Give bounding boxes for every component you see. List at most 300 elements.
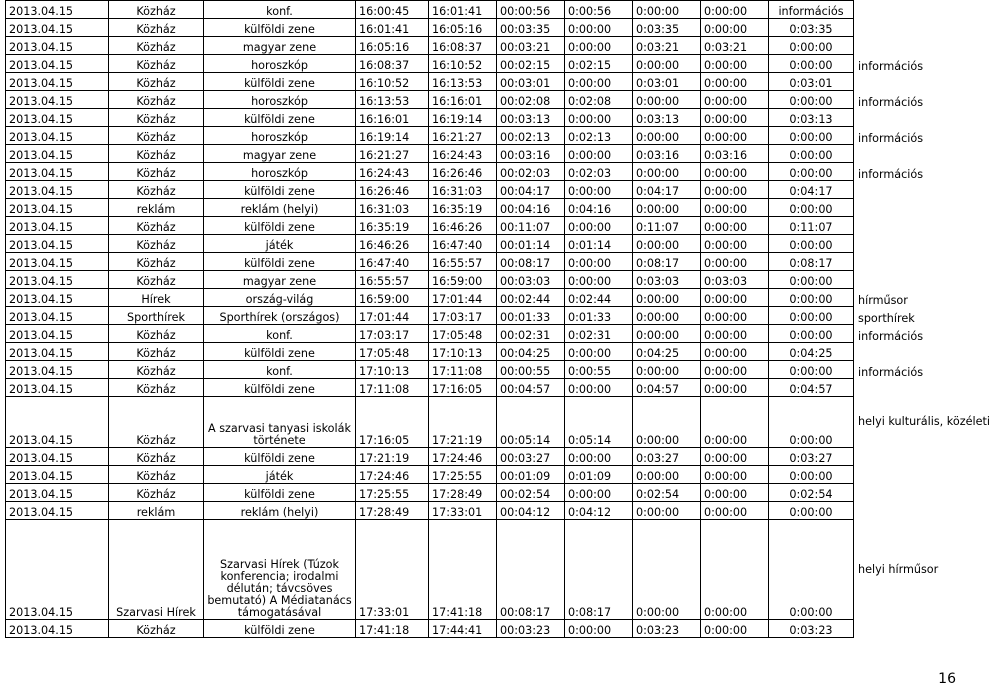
cell-duration-c: 0:00:00 bbox=[701, 199, 769, 217]
cell-duration-c: 0:00:00 bbox=[701, 361, 769, 379]
cell-end-time: 17:24:46 bbox=[429, 448, 497, 466]
cell-date: 2013.04.15 bbox=[6, 127, 109, 145]
cell-duration-c: 0:00:00 bbox=[701, 253, 769, 271]
cell-duration-c: 0:00:00 bbox=[701, 325, 769, 343]
cell-duration-a: 0:00:00 bbox=[565, 620, 633, 638]
table-row bbox=[6, 271, 918, 289]
cell-channel: Közház bbox=[109, 397, 204, 448]
cell-channel: Közház bbox=[109, 620, 204, 638]
table-row bbox=[6, 73, 918, 91]
cell-date: 2013.04.15 bbox=[6, 109, 109, 127]
cell-duration: 00:08:17 bbox=[497, 253, 565, 271]
cell-note bbox=[854, 466, 918, 484]
cell-duration: 00:03:16 bbox=[497, 145, 565, 163]
table-row bbox=[6, 484, 918, 502]
cell-program: külföldi zene bbox=[204, 109, 356, 127]
cell-channel: Közház bbox=[109, 73, 204, 91]
cell-genre: 0:00:00 bbox=[769, 199, 854, 217]
cell-channel: Szarvasi Hírek bbox=[109, 520, 204, 620]
table-row bbox=[6, 325, 918, 343]
cell-channel: reklám bbox=[109, 502, 204, 520]
cell-start-time: 17:10:13 bbox=[356, 361, 429, 379]
cell-date: 2013.04.15 bbox=[6, 181, 109, 199]
cell-note: információs bbox=[858, 59, 924, 73]
cell-note bbox=[854, 109, 918, 127]
cell-duration-a: 0:00:00 bbox=[565, 253, 633, 271]
cell-program: külföldi zene bbox=[204, 217, 356, 235]
cell-duration-a: 0:01:14 bbox=[565, 235, 633, 253]
cell-start-time: 16:47:40 bbox=[356, 253, 429, 271]
cell-channel: Közház bbox=[109, 253, 204, 271]
cell-end-time: 16:26:46 bbox=[429, 163, 497, 181]
cell-duration: 00:02:54 bbox=[497, 484, 565, 502]
cell-start-time: 16:31:03 bbox=[356, 199, 429, 217]
cell-duration-a: 0:04:16 bbox=[565, 199, 633, 217]
cell-end-time: 17:25:55 bbox=[429, 466, 497, 484]
cell-channel: Közház bbox=[109, 466, 204, 484]
cell-duration-c: 0:03:03 bbox=[701, 271, 769, 289]
cell-channel: Közház bbox=[109, 361, 204, 379]
cell-note bbox=[854, 199, 918, 217]
cell-date: 2013.04.15 bbox=[6, 253, 109, 271]
cell-duration-b: 0:04:17 bbox=[633, 181, 701, 199]
cell-program: horoszkóp bbox=[204, 91, 356, 109]
cell-channel: Közház bbox=[109, 1, 204, 19]
cell-note bbox=[854, 379, 918, 397]
table-row bbox=[6, 1, 918, 19]
cell-duration-b: 0:00:00 bbox=[633, 325, 701, 343]
cell-duration-b: 0:00:00 bbox=[633, 235, 701, 253]
cell-duration: 00:01:09 bbox=[497, 466, 565, 484]
cell-end-time: 16:59:00 bbox=[429, 271, 497, 289]
cell-channel: Közház bbox=[109, 127, 204, 145]
cell-note bbox=[854, 253, 918, 271]
cell-program: külföldi zene bbox=[204, 343, 356, 361]
cell-duration-a: 0:00:56 bbox=[565, 1, 633, 19]
cell-date: 2013.04.15 bbox=[6, 73, 109, 91]
cell-start-time: 16:08:37 bbox=[356, 55, 429, 73]
cell-duration-a: 0:02:03 bbox=[565, 163, 633, 181]
cell-duration-b: 0:00:00 bbox=[633, 397, 701, 448]
cell-note: információs bbox=[858, 95, 924, 109]
cell-end-time: 16:13:53 bbox=[429, 73, 497, 91]
cell-date: 2013.04.15 bbox=[6, 235, 109, 253]
table-row bbox=[6, 620, 918, 638]
cell-duration-c: 0:00:00 bbox=[701, 73, 769, 91]
cell-program: horoszkóp bbox=[204, 127, 356, 145]
table-row bbox=[6, 37, 918, 55]
cell-duration-a: 0:00:00 bbox=[565, 145, 633, 163]
cell-program: horoszkóp bbox=[204, 55, 356, 73]
cell-start-time: 17:28:49 bbox=[356, 502, 429, 520]
cell-start-time: 16:46:26 bbox=[356, 235, 429, 253]
table-row bbox=[6, 502, 918, 520]
cell-program: Szarvasi Hírek (Túzok konferencia; irodalmi délután; távcsöves bemutató) A Médiatanács támogatásával bbox=[204, 520, 356, 620]
cell-duration-b: 0:04:57 bbox=[633, 379, 701, 397]
table-row bbox=[6, 379, 918, 397]
cell-start-time: 16:10:52 bbox=[356, 73, 429, 91]
cell-program: ország-világ bbox=[204, 289, 356, 307]
cell-duration: 00:04:25 bbox=[497, 343, 565, 361]
cell-duration-a: 0:00:00 bbox=[565, 271, 633, 289]
cell-date: 2013.04.15 bbox=[6, 379, 109, 397]
cell-date: 2013.04.15 bbox=[6, 91, 109, 109]
cell-end-time: 17:05:48 bbox=[429, 325, 497, 343]
cell-duration-b: 0:03:35 bbox=[633, 19, 701, 37]
cell-date: 2013.04.15 bbox=[6, 19, 109, 37]
cell-duration-b: 0:00:00 bbox=[633, 361, 701, 379]
cell-duration-c: 0:00:00 bbox=[701, 379, 769, 397]
cell-note: információs bbox=[858, 131, 924, 145]
cell-note bbox=[854, 620, 918, 638]
cell-duration-b: 0:00:00 bbox=[633, 1, 701, 19]
cell-note bbox=[854, 343, 918, 361]
cell-duration: 00:02:08 bbox=[497, 91, 565, 109]
cell-duration: 00:02:15 bbox=[497, 55, 565, 73]
cell-start-time: 16:55:57 bbox=[356, 271, 429, 289]
table-row bbox=[6, 289, 918, 307]
table-row bbox=[6, 397, 918, 448]
table-row bbox=[6, 520, 918, 620]
cell-duration-c: 0:00:00 bbox=[701, 343, 769, 361]
cell-duration-b: 0:03:21 bbox=[633, 37, 701, 55]
cell-end-time: 16:21:27 bbox=[429, 127, 497, 145]
cell-start-time: 17:41:18 bbox=[356, 620, 429, 638]
cell-genre: 0:03:23 bbox=[769, 620, 854, 638]
cell-duration-c: 0:00:00 bbox=[701, 163, 769, 181]
cell-program: magyar zene bbox=[204, 145, 356, 163]
page-number: 16 bbox=[938, 671, 956, 687]
cell-duration: 00:04:16 bbox=[497, 199, 565, 217]
cell-note: helyi hírműsor bbox=[858, 562, 939, 576]
cell-channel: Közház bbox=[109, 325, 204, 343]
cell-duration-b: 0:03:23 bbox=[633, 620, 701, 638]
cell-end-time: 17:33:01 bbox=[429, 502, 497, 520]
cell-genre: 0:00:00 bbox=[769, 307, 854, 325]
cell-note: információs bbox=[858, 329, 924, 343]
cell-duration-a: 0:00:00 bbox=[565, 19, 633, 37]
cell-date: 2013.04.15 bbox=[6, 271, 109, 289]
cell-channel: Közház bbox=[109, 343, 204, 361]
cell-start-time: 16:00:45 bbox=[356, 1, 429, 19]
table-row bbox=[6, 19, 918, 37]
cell-program: konf. bbox=[204, 1, 356, 19]
cell-genre: 0:00:00 bbox=[769, 289, 854, 307]
cell-duration-c: 0:00:00 bbox=[701, 448, 769, 466]
cell-duration-a: 0:02:13 bbox=[565, 127, 633, 145]
cell-genre: 0:00:00 bbox=[769, 361, 854, 379]
cell-note bbox=[854, 181, 918, 199]
table-row bbox=[6, 163, 918, 181]
cell-end-time: 16:08:37 bbox=[429, 37, 497, 55]
cell-duration: 00:00:56 bbox=[497, 1, 565, 19]
cell-note: információs bbox=[858, 365, 924, 379]
cell-date: 2013.04.15 bbox=[6, 325, 109, 343]
cell-duration: 00:01:33 bbox=[497, 307, 565, 325]
cell-note bbox=[854, 73, 918, 91]
cell-duration-a: 0:00:00 bbox=[565, 181, 633, 199]
cell-date: 2013.04.15 bbox=[6, 343, 109, 361]
cell-duration-b: 0:00:00 bbox=[633, 502, 701, 520]
cell-duration-a: 0:00:00 bbox=[565, 73, 633, 91]
cell-duration-c: 0:00:00 bbox=[701, 520, 769, 620]
cell-date: 2013.04.15 bbox=[6, 163, 109, 181]
cell-duration: 00:04:12 bbox=[497, 502, 565, 520]
cell-genre: 0:02:54 bbox=[769, 484, 854, 502]
cell-genre: információs bbox=[769, 1, 854, 19]
cell-duration-c: 0:00:00 bbox=[701, 217, 769, 235]
cell-duration: 00:03:35 bbox=[497, 19, 565, 37]
cell-program: külföldi zene bbox=[204, 181, 356, 199]
cell-end-time: 17:21:19 bbox=[429, 397, 497, 448]
cell-duration-a: 0:00:00 bbox=[565, 217, 633, 235]
cell-duration-b: 0:00:00 bbox=[633, 91, 701, 109]
cell-genre: 0:00:00 bbox=[769, 325, 854, 343]
cell-duration-c: 0:00:00 bbox=[701, 289, 769, 307]
cell-date: 2013.04.15 bbox=[6, 520, 109, 620]
cell-program: A szarvasi tanyasi iskolák története bbox=[204, 397, 356, 448]
cell-duration-b: 0:03:03 bbox=[633, 271, 701, 289]
cell-duration: 00:08:17 bbox=[497, 520, 565, 620]
cell-note bbox=[854, 1, 918, 19]
cell-duration-c: 0:00:00 bbox=[701, 307, 769, 325]
cell-genre: 0:03:13 bbox=[769, 109, 854, 127]
cell-genre: 0:00:00 bbox=[769, 235, 854, 253]
cell-date: 2013.04.15 bbox=[6, 145, 109, 163]
cell-note: sporthírek bbox=[858, 311, 915, 325]
cell-program: játék bbox=[204, 235, 356, 253]
cell-end-time: 16:35:19 bbox=[429, 199, 497, 217]
cell-start-time: 16:59:00 bbox=[356, 289, 429, 307]
cell-duration-b: 0:00:00 bbox=[633, 307, 701, 325]
cell-start-time: 16:35:19 bbox=[356, 217, 429, 235]
cell-duration-b: 0:00:00 bbox=[633, 520, 701, 620]
cell-program: horoszkóp bbox=[204, 163, 356, 181]
cell-duration-a: 0:00:00 bbox=[565, 448, 633, 466]
cell-note bbox=[854, 502, 918, 520]
cell-note bbox=[854, 484, 918, 502]
cell-duration: 00:05:14 bbox=[497, 397, 565, 448]
cell-note bbox=[854, 145, 918, 163]
cell-channel: Közház bbox=[109, 181, 204, 199]
cell-note bbox=[854, 19, 918, 37]
table-row bbox=[6, 145, 918, 163]
cell-genre: 0:00:00 bbox=[769, 466, 854, 484]
cell-duration-c: 0:00:00 bbox=[701, 484, 769, 502]
cell-duration: 00:03:23 bbox=[497, 620, 565, 638]
table-row bbox=[6, 466, 918, 484]
table-row bbox=[6, 217, 918, 235]
cell-program: külföldi zene bbox=[204, 379, 356, 397]
cell-end-time: 17:03:17 bbox=[429, 307, 497, 325]
cell-genre: 0:08:17 bbox=[769, 253, 854, 271]
cell-date: 2013.04.15 bbox=[6, 37, 109, 55]
table-row bbox=[6, 91, 918, 109]
cell-note bbox=[854, 235, 918, 253]
table-row bbox=[6, 307, 918, 325]
cell-genre: 0:04:17 bbox=[769, 181, 854, 199]
cell-duration: 00:02:13 bbox=[497, 127, 565, 145]
cell-start-time: 17:33:01 bbox=[356, 520, 429, 620]
cell-channel: reklám bbox=[109, 199, 204, 217]
cell-date: 2013.04.15 bbox=[6, 466, 109, 484]
cell-duration-c: 0:00:00 bbox=[701, 397, 769, 448]
cell-end-time: 17:41:18 bbox=[429, 520, 497, 620]
cell-genre: 0:00:00 bbox=[769, 502, 854, 520]
cell-date: 2013.04.15 bbox=[6, 484, 109, 502]
cell-program: konf. bbox=[204, 361, 356, 379]
cell-genre: 0:00:00 bbox=[769, 145, 854, 163]
cell-end-time: 16:19:14 bbox=[429, 109, 497, 127]
cell-start-time: 16:05:16 bbox=[356, 37, 429, 55]
cell-program: külföldi zene bbox=[204, 448, 356, 466]
cell-channel: Hírek bbox=[109, 289, 204, 307]
cell-note: hírműsor bbox=[858, 293, 908, 307]
cell-duration-b: 0:00:00 bbox=[633, 55, 701, 73]
cell-end-time: 16:31:03 bbox=[429, 181, 497, 199]
cell-channel: Közház bbox=[109, 271, 204, 289]
cell-duration-b: 0:00:00 bbox=[633, 289, 701, 307]
cell-duration: 00:04:17 bbox=[497, 181, 565, 199]
cell-duration-b: 0:08:17 bbox=[633, 253, 701, 271]
cell-end-time: 16:16:01 bbox=[429, 91, 497, 109]
cell-note bbox=[854, 217, 918, 235]
cell-start-time: 16:26:46 bbox=[356, 181, 429, 199]
cell-channel: Közház bbox=[109, 91, 204, 109]
broadcast-log-table bbox=[5, 0, 990, 638]
cell-duration-a: 0:00:00 bbox=[565, 37, 633, 55]
cell-duration-c: 0:00:00 bbox=[701, 127, 769, 145]
cell-duration: 00:03:13 bbox=[497, 109, 565, 127]
cell-duration-c: 0:00:00 bbox=[701, 1, 769, 19]
cell-end-time: 16:24:43 bbox=[429, 145, 497, 163]
cell-program: játék bbox=[204, 466, 356, 484]
cell-duration-a: 0:02:44 bbox=[565, 289, 633, 307]
cell-end-time: 16:47:40 bbox=[429, 235, 497, 253]
table-body bbox=[6, 1, 990, 638]
cell-start-time: 17:16:05 bbox=[356, 397, 429, 448]
cell-channel: Közház bbox=[109, 19, 204, 37]
cell-duration-b: 0:00:00 bbox=[633, 163, 701, 181]
cell-duration-c: 0:00:00 bbox=[701, 91, 769, 109]
cell-channel: Közház bbox=[109, 217, 204, 235]
cell-channel: Közház bbox=[109, 235, 204, 253]
cell-duration: 00:04:57 bbox=[497, 379, 565, 397]
cell-duration-b: 0:00:00 bbox=[633, 466, 701, 484]
cell-genre: 0:00:00 bbox=[769, 127, 854, 145]
table-row bbox=[6, 55, 918, 73]
table-row bbox=[6, 253, 918, 271]
cell-channel: Közház bbox=[109, 55, 204, 73]
cell-date: 2013.04.15 bbox=[6, 1, 109, 19]
cell-end-time: 16:05:16 bbox=[429, 19, 497, 37]
cell-duration: 00:00:55 bbox=[497, 361, 565, 379]
cell-duration-b: 0:04:25 bbox=[633, 343, 701, 361]
table-row bbox=[6, 361, 918, 379]
cell-program: konf. bbox=[204, 325, 356, 343]
cell-genre: 0:00:00 bbox=[769, 55, 854, 73]
cell-date: 2013.04.15 bbox=[6, 620, 109, 638]
cell-note: helyi kulturális, közéleti bbox=[858, 415, 990, 428]
cell-duration-b: 0:03:01 bbox=[633, 73, 701, 91]
cell-duration-a: 0:00:00 bbox=[565, 379, 633, 397]
cell-duration: 00:03:03 bbox=[497, 271, 565, 289]
cell-genre: 0:00:00 bbox=[769, 163, 854, 181]
cell-duration-c: 0:00:00 bbox=[701, 19, 769, 37]
cell-duration-a: 0:04:12 bbox=[565, 502, 633, 520]
table-row bbox=[6, 448, 918, 466]
cell-program: külföldi zene bbox=[204, 620, 356, 638]
cell-genre: 0:03:27 bbox=[769, 448, 854, 466]
cell-date: 2013.04.15 bbox=[6, 55, 109, 73]
cell-program: magyar zene bbox=[204, 271, 356, 289]
cell-date: 2013.04.15 bbox=[6, 361, 109, 379]
cell-channel: Közház bbox=[109, 163, 204, 181]
cell-genre: 0:00:00 bbox=[769, 520, 854, 620]
cell-genre: 0:03:35 bbox=[769, 19, 854, 37]
cell-end-time: 17:16:05 bbox=[429, 379, 497, 397]
cell-duration: 00:02:31 bbox=[497, 325, 565, 343]
cell-duration-b: 0:00:00 bbox=[633, 199, 701, 217]
cell-start-time: 17:24:46 bbox=[356, 466, 429, 484]
cell-program: magyar zene bbox=[204, 37, 356, 55]
cell-duration-a: 0:08:17 bbox=[565, 520, 633, 620]
cell-note bbox=[854, 37, 918, 55]
cell-end-time: 17:11:08 bbox=[429, 361, 497, 379]
cell-duration-a: 0:02:08 bbox=[565, 91, 633, 109]
cell-genre: 0:11:07 bbox=[769, 217, 854, 235]
cell-end-time: 16:10:52 bbox=[429, 55, 497, 73]
cell-duration-a: 0:00:00 bbox=[565, 109, 633, 127]
cell-genre: 0:00:00 bbox=[769, 91, 854, 109]
cell-genre: 0:04:25 bbox=[769, 343, 854, 361]
cell-duration: 00:01:14 bbox=[497, 235, 565, 253]
cell-start-time: 16:21:27 bbox=[356, 145, 429, 163]
table-row bbox=[6, 343, 918, 361]
cell-duration-c: 0:00:00 bbox=[701, 235, 769, 253]
cell-start-time: 16:01:41 bbox=[356, 19, 429, 37]
cell-duration-b: 0:03:16 bbox=[633, 145, 701, 163]
cell-end-time: 17:44:41 bbox=[429, 620, 497, 638]
cell-duration: 00:03:21 bbox=[497, 37, 565, 55]
cell-duration: 00:02:03 bbox=[497, 163, 565, 181]
cell-start-time: 17:21:19 bbox=[356, 448, 429, 466]
cell-start-time: 17:11:08 bbox=[356, 379, 429, 397]
cell-channel: Közház bbox=[109, 37, 204, 55]
cell-date: 2013.04.15 bbox=[6, 448, 109, 466]
cell-end-time: 16:46:26 bbox=[429, 217, 497, 235]
cell-channel: Közház bbox=[109, 145, 204, 163]
cell-duration-c: 0:00:00 bbox=[701, 466, 769, 484]
cell-duration: 00:11:07 bbox=[497, 217, 565, 235]
cell-genre: 0:03:01 bbox=[769, 73, 854, 91]
table-row bbox=[6, 109, 918, 127]
cell-date: 2013.04.15 bbox=[6, 199, 109, 217]
cell-duration-a: 0:02:15 bbox=[565, 55, 633, 73]
cell-duration: 00:03:01 bbox=[497, 73, 565, 91]
cell-duration-a: 0:00:00 bbox=[565, 343, 633, 361]
cell-end-time: 16:01:41 bbox=[429, 1, 497, 19]
cell-note: információs bbox=[858, 167, 924, 181]
cell-date: 2013.04.15 bbox=[6, 289, 109, 307]
cell-duration-a: 0:00:55 bbox=[565, 361, 633, 379]
cell-date: 2013.04.15 bbox=[6, 397, 109, 448]
cell-duration-a: 0:05:14 bbox=[565, 397, 633, 448]
cell-duration-c: 0:00:00 bbox=[701, 181, 769, 199]
cell-channel: Közház bbox=[109, 379, 204, 397]
cell-note bbox=[854, 448, 918, 466]
cell-program: külföldi zene bbox=[204, 253, 356, 271]
